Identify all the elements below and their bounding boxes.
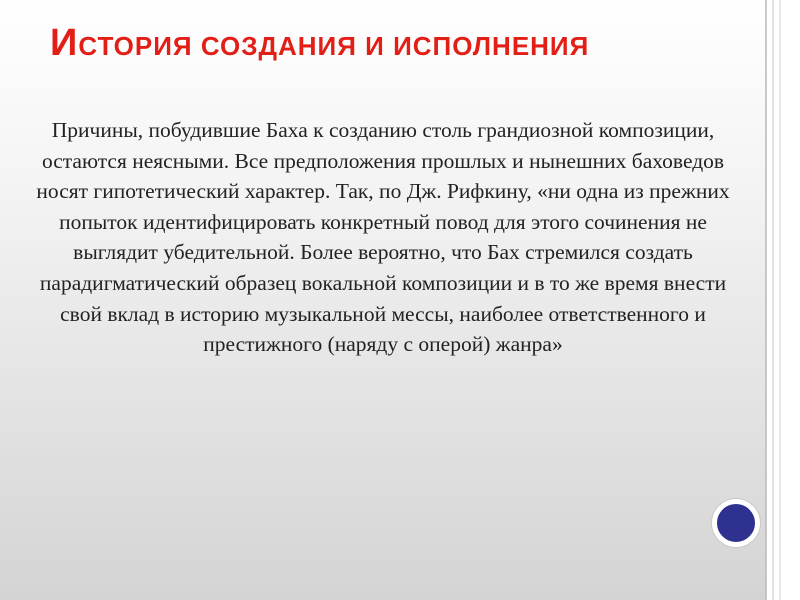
slide-title: [50, 22, 589, 65]
decorative-circle-icon: [712, 499, 760, 547]
title-first-letter: И: [50, 22, 79, 64]
title-rest: СТОРИЯ СОЗДАНИЯ И ИСПОЛНЕНИЯ: [78, 31, 590, 61]
body-paragraph: Причины, побудившие Баха к созданию столь грандиозной композиции, остаются неясными. Все предположения прошлых и нынешних баховедов носят гипотетический характер. Так, по Дж. Рифкину, «ни одна из прежних попыток идентифицировать конкретный повод для этого сочинения не выглядит убедительной. Более вероятно, что Бах стремился создать парадигматический образец вокальной композиции и в то же время внести свой вклад в историю музыкальной мессы, наиболее ответственного и престижного (наряду с оперой) жанра»: [36, 118, 730, 357]
frame-lines: [760, 0, 800, 600]
